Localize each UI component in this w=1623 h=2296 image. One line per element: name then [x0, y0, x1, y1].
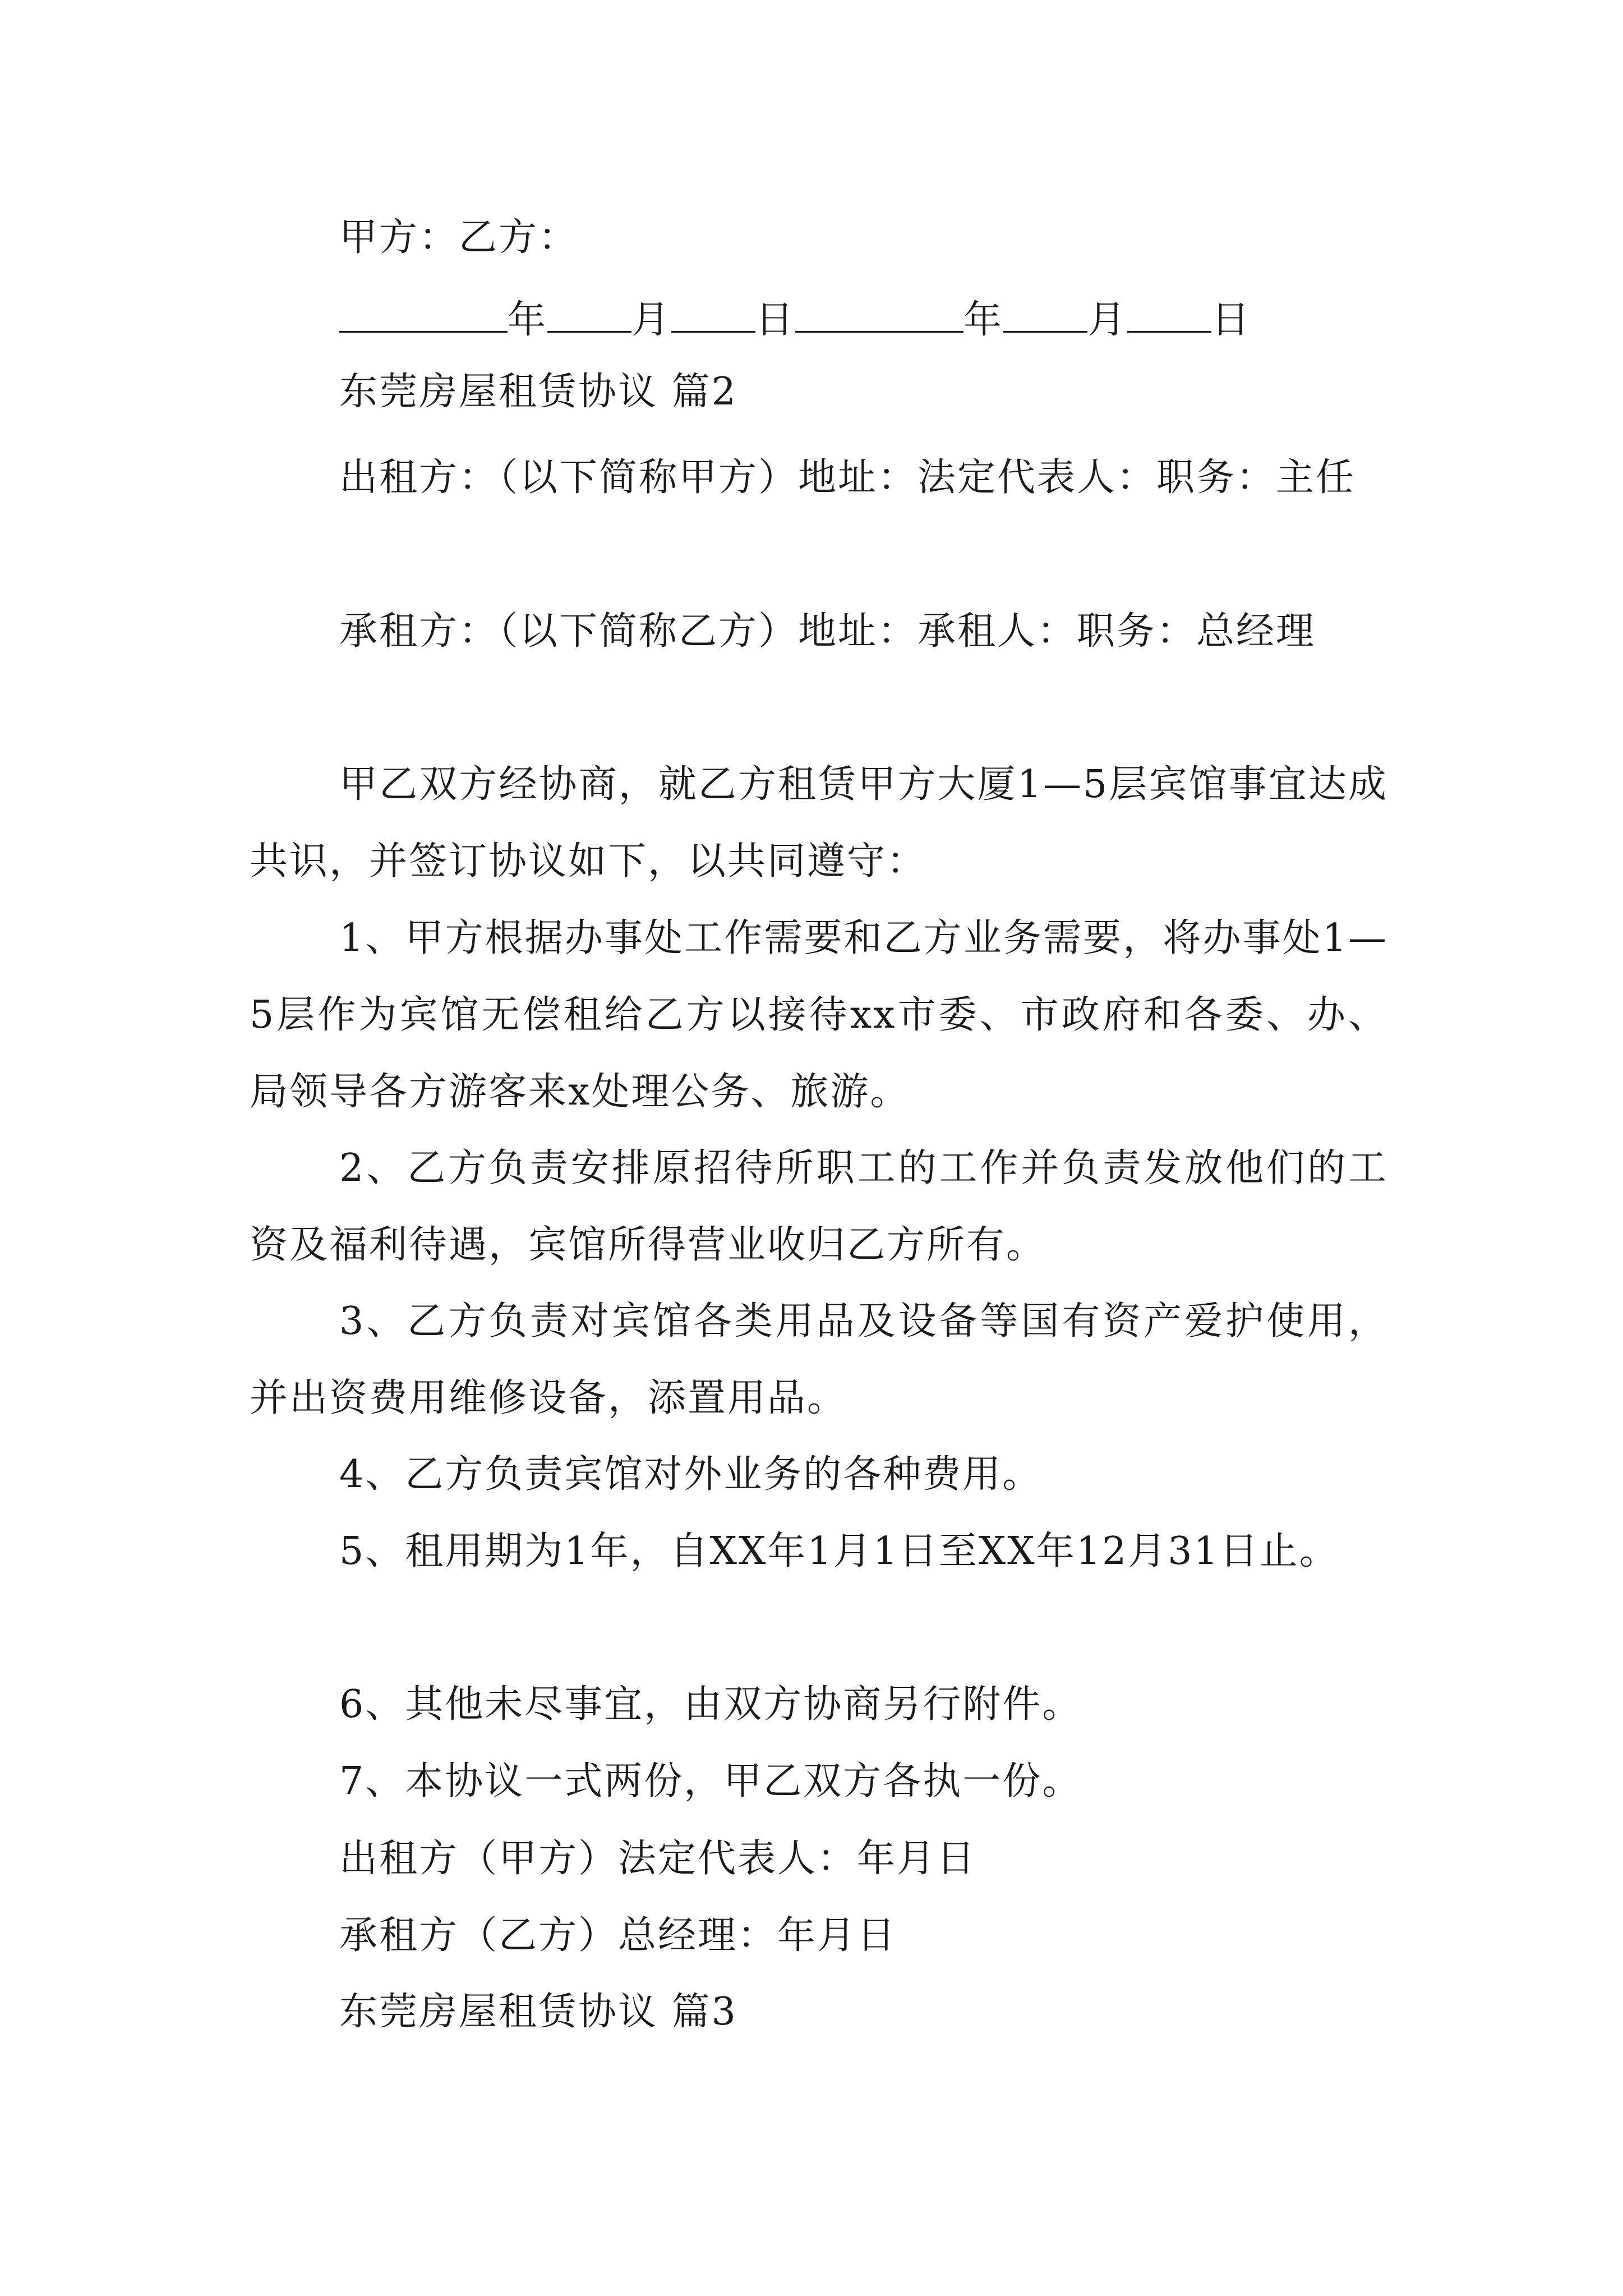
- clause-paragraph: 4、乙方负责宾馆对外业务的各种费用。: [339, 1452, 1043, 1497]
- signature-date-line: [339, 297, 1252, 342]
- lessee-signature-line: 承租方（乙方）总经理：年月日: [339, 1913, 897, 1958]
- section-heading: 东莞房屋租赁协议 篇3: [339, 1990, 737, 2034]
- date-blank: [1127, 297, 1211, 333]
- date-year-label: 年: [508, 298, 548, 342]
- clause-paragraph: 1、甲方根据办事处工作需要和乙方业务需要，将办事处1—5层作为宾馆无偿租给乙方以接待xx市委、市政府和各委、办、局领导各方游客来x处理公务、旅游。: [250, 916, 1388, 1114]
- date-day-label: 日: [755, 298, 796, 342]
- lessor-signature-line: 出租方（甲方）法定代表人：年月日: [339, 1837, 977, 1881]
- date-blank: [547, 297, 631, 333]
- clause-paragraph: 3、乙方负责对宾馆各类用品及设备等国有资产爱护使用，并出资费用维修设备，添置用品。: [250, 1299, 1388, 1420]
- date-day-label: 日: [1211, 298, 1252, 342]
- lessee-info-paragraph: 承租方：（以下简称乙方）地址：承租人：职务：总经理: [339, 609, 1316, 654]
- clause-paragraph: 7、本协议一式两份，甲乙双方各执一份。: [339, 1759, 1082, 1803]
- date-blank: [1003, 297, 1087, 333]
- intro-paragraph: 甲乙双方经协商，就乙方租赁甲方大厦1—5层宾馆事宜达成共识，并签订协议如下，以共同遵守：: [250, 762, 1388, 884]
- clause-paragraph: 5、租用期为1年，自XX年1月1日至XX年12月31日止。: [339, 1529, 1339, 1573]
- date-blank: [671, 297, 755, 333]
- date-month-label: 月: [631, 298, 672, 342]
- clause-paragraph: 2、乙方负责安排原招待所职工的工作并负责发放他们的工资及福利待遇，宾馆所得营业收归乙方所有。: [250, 1146, 1388, 1267]
- date-year-label: 年: [963, 298, 1004, 342]
- lessor-info-paragraph: 出租方：（以下简称甲方）地址：法定代表人：职务：主任: [339, 455, 1356, 500]
- clause-paragraph: 6、其他未尽事宜，由双方协商另行附件。: [339, 1682, 1082, 1727]
- date-month-label: 月: [1087, 298, 1128, 342]
- date-blank: [339, 297, 508, 333]
- section-heading: 东莞房屋租赁协议 篇2: [339, 370, 737, 414]
- signature-parties-line: 甲方：乙方：: [339, 215, 579, 260]
- date-blank: [795, 297, 963, 333]
